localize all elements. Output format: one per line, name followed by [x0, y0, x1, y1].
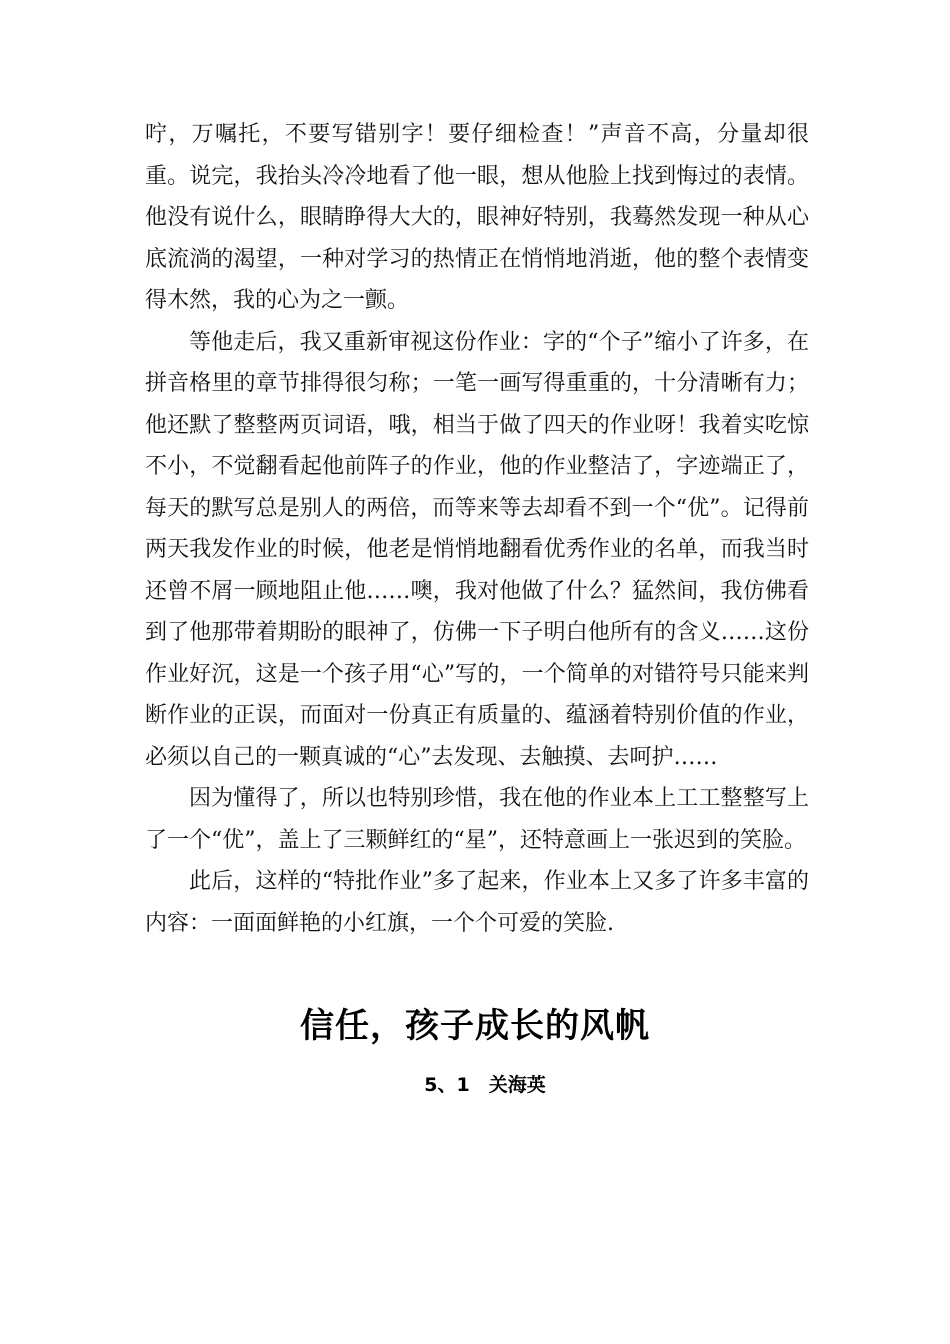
article-body	[145, 114, 809, 944]
paragraph: 此后，这样的“特批作业”多了起来，作业本上又多了许多丰富的内容：一面面鲜艳的小红旗，一个个可爱的笑脸.	[145, 869, 809, 936]
paragraph: 因为懂得了，所以也特别珍惜，我在他的作业本上工工整整写上了一个“优”，盖上了三颗鲜红的“星”，还特意画上一张迟到的笑脸。	[145, 786, 809, 853]
paragraph: 等他走后，我又重新审视这份作业：字的“个子”缩小了许多，在拼音格里的章节排得很匀称；一笔一画写得重重的，十分清晰有力；他还默了整整两页词语，哦，相当于做了四天的作业呀！我着实吃惊不小，不觉翻看起他前阵子的作业，他的作业整洁了，字迹端正了，每天的默写总是别人的两倍，而等来等去却看不到一个“优”。记得前两天我发作业的时候，他老是悄悄地翻看优秀作业的名单，而我当时还曾不屑一顾地阻止他……噢，我对他做了什么？猛然间，我仿佛看到了他那带着期盼的眼神了，仿佛一下子明白他所有的含义……这份作业好沉，这是一个孩子用“心”写的，一个简单的对错符号只能来判断作业的正误，而面对一份真正有质量的、蕴涵着特别价值的作业，必须以自己的一颗真诚的“心”去发现、去触摸、去呵护……	[145, 329, 809, 770]
paragraph-continued: 咛，万嘱托，不要写错别字！要仔细检查！”声音不高，分量却很重。说完，我抬头冷冷地看了他一眼，想从他脸上找到悔过的表情。他没有说什么，眼睛睁得大大的，眼神好特别，我蓦然发现一种从心底流淌的渴望，一种对学习的热情正在悄悄地消逝，他的整个表情变得木然，我的心为之一颤。	[145, 122, 809, 313]
article-title: 信任，孩子成长的风帆	[300, 1006, 650, 1046]
article-byline: 5、1 关海英	[424, 1074, 546, 1096]
